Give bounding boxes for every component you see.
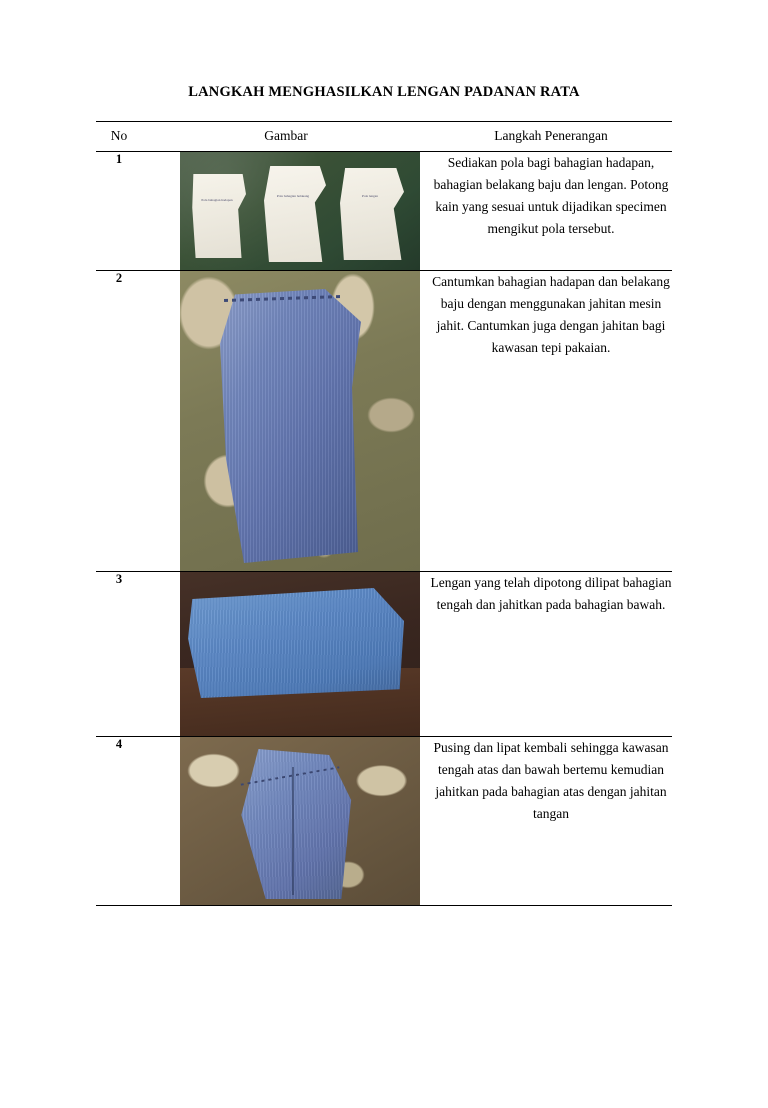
- center-crease: [292, 767, 294, 895]
- step-description: Sediakan pola bagi bahagian hadapan, bahagian belakang baju dan lengan. Potong kain yang sesuai untuk dijadikan specimen mengikut pola tersebut.: [430, 152, 672, 271]
- pattern-note-back: Pola bahagian belakang: [276, 194, 310, 198]
- pattern-piece-sleeve: [340, 168, 404, 260]
- joined-garment-photo: [180, 271, 420, 571]
- table-row: [96, 572, 672, 737]
- document-page: [0, 84, 768, 1108]
- step-number: 2: [96, 271, 142, 572]
- step-description: Pusing dan lipat kembali sehingga kawasan tengah atas dan bawah bertemu kemudian jahitkan pada bahagian atas dengan jahitan tangan: [430, 737, 672, 906]
- step-number: 3: [96, 572, 142, 737]
- sleeve-fold: [234, 749, 356, 899]
- step-description: Lengan yang telah dipotong dilipat bahagian tengah dan jahitkan pada bahagian bawah.: [430, 572, 672, 737]
- step-image-cell: [142, 152, 430, 271]
- pattern-piece-front: [190, 174, 246, 258]
- step-image-cell: [142, 271, 430, 572]
- step-description: Cantumkan bahagian hadapan dan belakang baju dengan menggunakan jahitan mesin jahit. Cantumkan juga dengan jahitan bagi kawasan tepi pakaian.: [430, 271, 672, 572]
- steps-table: [96, 121, 672, 906]
- pattern-note-sleeve: Pola lengan: [362, 194, 378, 198]
- column-header-no: No: [96, 122, 142, 152]
- garment-body: [214, 289, 364, 563]
- step-number: 4: [96, 737, 142, 906]
- folded-sleeve-photo: [180, 572, 420, 736]
- sleeve-fabric: [188, 588, 404, 698]
- page-title: LANGKAH MENGHASILKAN LENGAN PADANAN RATA: [188, 84, 580, 100]
- step-image-cell: [142, 737, 430, 906]
- pattern-piece-back: [264, 166, 326, 262]
- pattern-pieces-photo: [180, 152, 420, 270]
- twisted-folded-sleeve-photo: [180, 737, 420, 905]
- table-header-row: [96, 122, 672, 152]
- step-image-cell: [142, 572, 430, 737]
- column-header-description: Langkah Penerangan: [430, 122, 672, 152]
- step-number: 1: [96, 152, 142, 271]
- column-header-image: Gambar: [142, 122, 430, 152]
- table-row: [96, 271, 672, 572]
- pattern-note-front: Pola bahagian hadapan: [201, 198, 233, 202]
- table-row: [96, 737, 672, 906]
- table-row: [96, 152, 672, 271]
